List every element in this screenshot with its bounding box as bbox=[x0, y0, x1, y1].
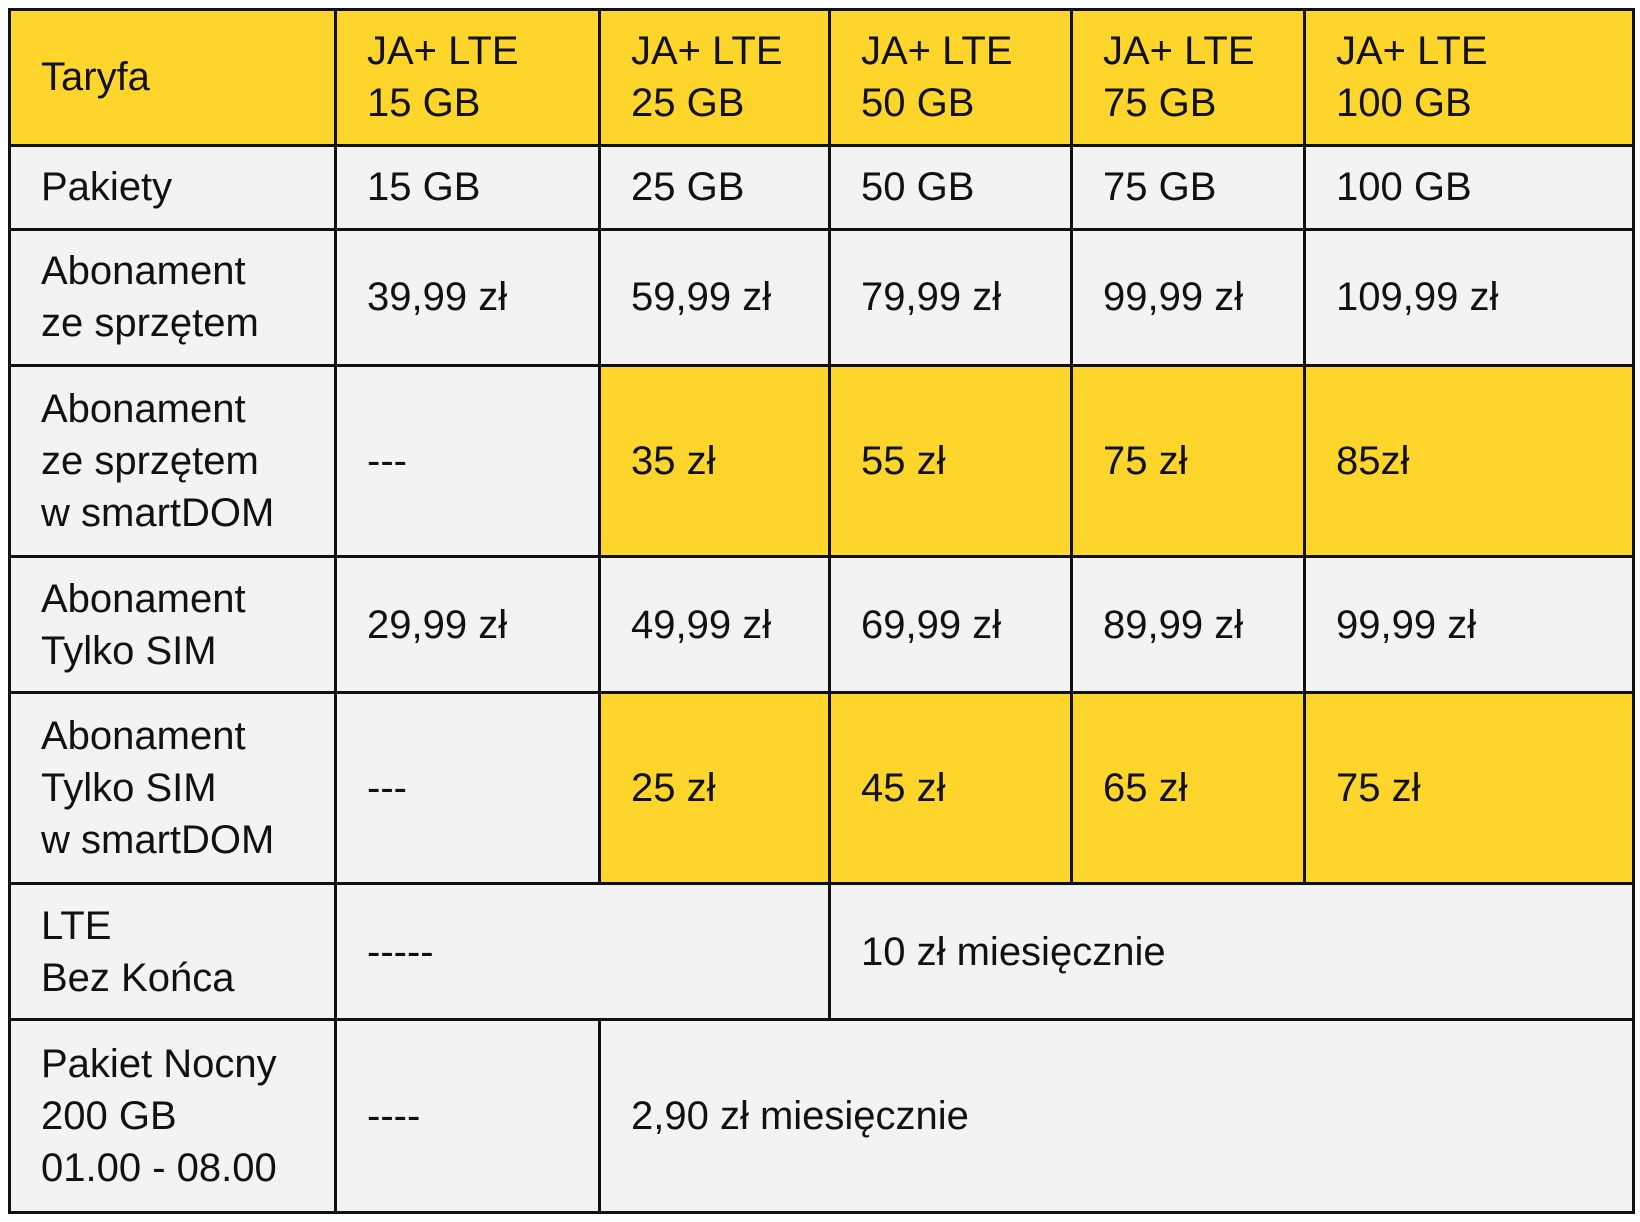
row-label: Abonament Tylko SIM bbox=[10, 557, 336, 693]
row-pakiety bbox=[10, 145, 1634, 229]
table-cell: --- bbox=[336, 365, 600, 556]
table-cell: 45 zł bbox=[830, 693, 1072, 884]
table-cell: 2,90 zł miesięcznie bbox=[600, 1020, 1634, 1213]
table-cell: 99,99 zł bbox=[1305, 557, 1634, 693]
header-label: Taryfa bbox=[10, 10, 336, 146]
table-cell: ----- bbox=[336, 884, 830, 1020]
table-cell: --- bbox=[336, 693, 600, 884]
table-cell: 25 GB bbox=[600, 145, 830, 229]
table-cell: 89,99 zł bbox=[1072, 557, 1305, 693]
table-cell: 59,99 zł bbox=[600, 229, 830, 365]
table-cell: 65 zł bbox=[1072, 693, 1305, 884]
row-label: Abonament ze sprzętem bbox=[10, 229, 336, 365]
row-abonament-sprzet-smartdom bbox=[10, 365, 1634, 556]
header-row bbox=[10, 10, 1634, 146]
table-cell: 25 zł bbox=[600, 693, 830, 884]
table-cell: 29,99 zł bbox=[336, 557, 600, 693]
table-cell: 109,99 zł bbox=[1305, 229, 1634, 365]
row-label: Abonament Tylko SIM w smartDOM bbox=[10, 693, 336, 884]
table-cell: 55 zł bbox=[830, 365, 1072, 556]
table-cell: 69,99 zł bbox=[830, 557, 1072, 693]
plan-header: JA+ LTE 100 GB bbox=[1305, 10, 1634, 146]
row-pakiet-nocny bbox=[10, 1020, 1634, 1213]
table-cell: 10 zł miesięcznie bbox=[830, 884, 1634, 1020]
row-label: Pakiet Nocny 200 GB 01.00 - 08.00 bbox=[10, 1020, 336, 1213]
table-cell: 99,99 zł bbox=[1072, 229, 1305, 365]
row-label: Abonament ze sprzętem w smartDOM bbox=[10, 365, 336, 556]
table-cell: 75 zł bbox=[1305, 693, 1634, 884]
table-cell: 49,99 zł bbox=[600, 557, 830, 693]
table-cell: 85zł bbox=[1305, 365, 1634, 556]
table-cell: ---- bbox=[336, 1020, 600, 1213]
tariff-table bbox=[8, 8, 1635, 1214]
plan-header: JA+ LTE 50 GB bbox=[830, 10, 1072, 146]
row-abonament-sim bbox=[10, 557, 1634, 693]
table-cell: 39,99 zł bbox=[336, 229, 600, 365]
table-cell: 75 zł bbox=[1072, 365, 1305, 556]
row-lte-bez-konca bbox=[10, 884, 1634, 1020]
row-label: Pakiety bbox=[10, 145, 336, 229]
plan-header: JA+ LTE 25 GB bbox=[600, 10, 830, 146]
row-abonament-sprzet bbox=[10, 229, 1634, 365]
table-cell: 35 zł bbox=[600, 365, 830, 556]
row-abonament-sim-smartdom bbox=[10, 693, 1634, 884]
plan-header: JA+ LTE 15 GB bbox=[336, 10, 600, 146]
table-cell: 15 GB bbox=[336, 145, 600, 229]
plan-header: JA+ LTE 75 GB bbox=[1072, 10, 1305, 146]
table-cell: 75 GB bbox=[1072, 145, 1305, 229]
table-cell: 79,99 zł bbox=[830, 229, 1072, 365]
table-cell: 100 GB bbox=[1305, 145, 1634, 229]
table-cell: 50 GB bbox=[830, 145, 1072, 229]
row-label: LTE Bez Końca bbox=[10, 884, 336, 1020]
